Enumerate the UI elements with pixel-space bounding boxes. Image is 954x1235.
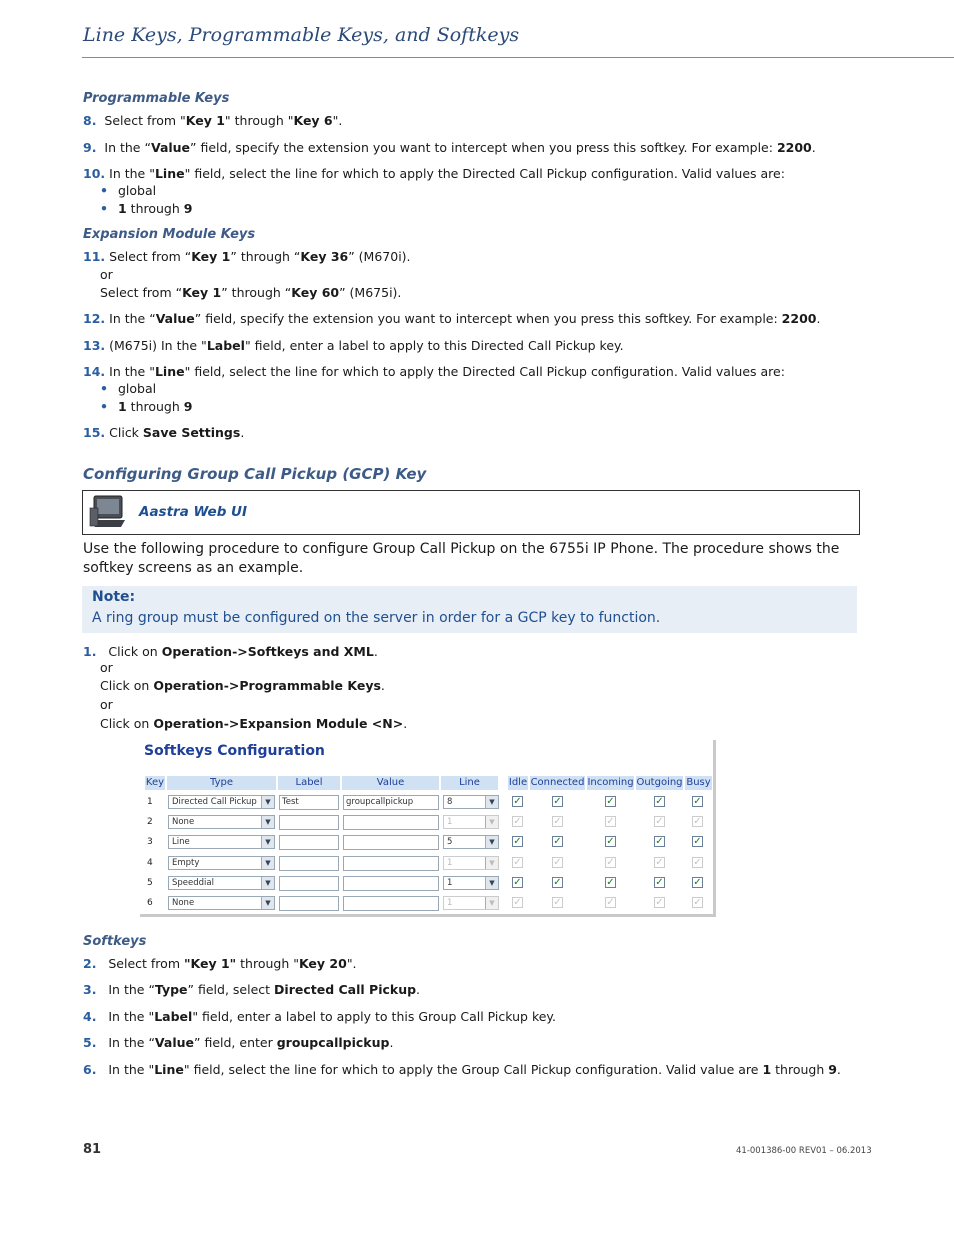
step-text: In the " <box>108 1009 155 1024</box>
step-text: ” field, specify the extension you want to intercept when you press this softkey. For example: <box>194 311 782 326</box>
line-select-value: 1 <box>447 857 453 868</box>
column-header-outgoing: Outgoing <box>636 777 683 788</box>
state-checkbox-outgoing[interactable]: ✓ <box>655 856 664 868</box>
chevron-down-icon: ▼ <box>485 796 498 808</box>
step-9 <box>83 139 816 156</box>
step-text: . <box>240 425 245 440</box>
step-text: In the " <box>109 364 155 379</box>
state-checkbox-outgoing[interactable]: ✓ <box>655 796 664 807</box>
bullet-dot: • <box>100 399 108 414</box>
state-checkbox-busy[interactable]: ✓ <box>693 856 702 868</box>
step-bold: Label <box>154 1009 193 1024</box>
bullet-text: through <box>126 201 184 216</box>
column-header-key: Key <box>145 777 165 788</box>
step-bold: Key 20 <box>298 956 347 971</box>
step-14 <box>83 363 785 380</box>
step-11 <box>83 248 411 265</box>
step-text: through <box>771 1062 829 1077</box>
state-checkbox-connected[interactable]: ✓ <box>553 876 562 888</box>
state-checkbox-incoming[interactable]: ✓ <box>606 836 615 848</box>
type-select[interactable] <box>168 876 275 890</box>
state-checkbox-busy[interactable]: ✓ <box>693 836 702 848</box>
step-bold: Line <box>154 1062 184 1077</box>
bullet-global <box>100 183 156 198</box>
state-checkbox-incoming[interactable]: ✓ <box>606 897 615 908</box>
bullet-dot: • <box>100 201 108 216</box>
type-select[interactable] <box>168 815 275 829</box>
label-input[interactable] <box>279 856 339 871</box>
step-text: . <box>373 644 378 659</box>
programmable-keys-heading: Programmable Keys <box>83 91 230 106</box>
row-key: 4 <box>147 857 153 868</box>
step-bold: Line <box>154 364 185 379</box>
state-checkbox-outgoing[interactable]: ✓ <box>655 876 664 888</box>
step-text: ". <box>332 113 343 128</box>
step-bold: groupcallpickup <box>276 1035 390 1050</box>
step-text: Select from “ <box>100 285 183 300</box>
state-checkbox-idle[interactable]: ✓ <box>513 816 522 828</box>
step-text: " field, select the line for which to apply the Directed Call Pickup configuration. Valid values are: <box>184 166 785 181</box>
state-checkbox-outgoing[interactable]: ✓ <box>655 897 664 908</box>
value-input[interactable] <box>343 896 439 911</box>
step-bold: Save Settings <box>142 425 241 440</box>
row-key: 2 <box>147 817 153 828</box>
step-text: Click on <box>100 716 154 731</box>
step-text: ” through “ <box>221 285 292 300</box>
chevron-down-icon: ▼ <box>485 816 498 828</box>
or-text: or <box>100 697 113 712</box>
bullet-bold: 9 <box>183 201 193 216</box>
step-bold: 1 <box>762 1062 772 1077</box>
chevron-down-icon: ▼ <box>261 796 274 808</box>
step-number: 3. <box>83 982 97 997</box>
step-bold: Line <box>154 166 185 181</box>
row-key: 6 <box>147 898 153 908</box>
line-select[interactable] <box>443 795 499 809</box>
or-text: or <box>100 660 113 675</box>
softkeys-config-title: Softkeys Configuration <box>144 743 325 759</box>
chevron-down-icon: ▼ <box>485 836 498 848</box>
step-text: ". <box>346 956 357 971</box>
line-select-value: 5 <box>447 837 453 848</box>
step-number: 10. <box>83 166 106 181</box>
step-text: ” field, specify the extension you want to intercept when you press this softkey. For example: <box>190 140 777 155</box>
step-text: " through " <box>224 113 294 128</box>
line-select-value: 1 <box>447 898 453 908</box>
state-checkbox-outgoing[interactable]: ✓ <box>655 836 664 848</box>
step-number: 9. <box>83 140 97 155</box>
expansion-module-keys-heading: Expansion Module Keys <box>83 227 256 242</box>
column-header-busy: Busy <box>686 777 711 788</box>
bullet-bold: 1 <box>118 201 127 216</box>
document-id: 41-001386-00 REV01 – 06.2013 <box>736 1146 872 1156</box>
step-text: ” (M670i). <box>348 249 411 264</box>
step-bold: Operation->Programmable Keys <box>153 678 381 693</box>
state-checkbox-idle[interactable]: ✓ <box>513 876 522 888</box>
type-select-value: Empty <box>172 857 200 868</box>
chevron-down-icon: ▼ <box>485 857 498 869</box>
state-checkbox-idle[interactable]: ✓ <box>513 796 522 807</box>
type-select[interactable] <box>168 835 275 849</box>
bullet-range <box>100 201 192 216</box>
step-13 <box>83 337 624 354</box>
step-text: ” field, enter <box>194 1035 277 1050</box>
step-text: ” (M675i). <box>339 285 402 300</box>
step-text: Select from “ <box>109 249 192 264</box>
step-3 <box>83 981 420 998</box>
state-checkbox-incoming[interactable]: ✓ <box>606 876 615 888</box>
state-checkbox-busy[interactable]: ✓ <box>693 897 702 908</box>
row-key: 3 <box>147 837 153 848</box>
step-text: (M675i) In the " <box>109 338 207 353</box>
state-checkbox-busy[interactable]: ✓ <box>693 796 702 807</box>
state-checkbox-idle[interactable]: ✓ <box>513 897 522 908</box>
step-bold: Key 36 <box>300 249 349 264</box>
step-bold: Key 1 <box>182 285 222 300</box>
step-1-alt-a <box>100 677 385 694</box>
step-number: 1. <box>83 644 97 659</box>
label-input[interactable]: Test <box>279 795 339 810</box>
step-number: 5. <box>83 1035 97 1050</box>
step-text: ” through “ <box>230 249 301 264</box>
step-bold: Value <box>155 311 195 326</box>
step-bold: Operation->Expansion Module <N> <box>153 716 404 731</box>
step-1-alt-b <box>100 715 407 732</box>
line-select[interactable] <box>443 835 499 849</box>
chevron-down-icon: ▼ <box>261 836 274 848</box>
value-input[interactable] <box>343 815 439 830</box>
step-text: In the " <box>108 1062 155 1077</box>
step-text: " field, select the line for which to apply the Directed Call Pickup configuration. Valid values are: <box>184 364 785 379</box>
column-header-line: Line <box>441 776 498 790</box>
state-checkbox-idle[interactable]: ✓ <box>513 856 522 868</box>
type-select-value: Speeddial <box>172 877 214 888</box>
column-header-idle: Idle <box>508 777 528 788</box>
value-input[interactable] <box>343 856 439 871</box>
type-select[interactable] <box>168 856 275 870</box>
or-text: or <box>100 267 113 282</box>
chevron-down-icon: ▼ <box>261 897 274 909</box>
step-2 <box>83 955 357 972</box>
step-bold: Key 60 <box>291 285 340 300</box>
step-10 <box>83 165 785 182</box>
bullet-text: through <box>126 399 184 414</box>
gcp-section-title: Configuring Group Call Pickup (GCP) Key <box>83 465 427 483</box>
state-checkbox-outgoing[interactable]: ✓ <box>655 816 664 828</box>
bullet-dot: • <box>100 183 108 198</box>
step-text: In the “ <box>108 982 155 997</box>
type-select-value: Line <box>172 837 190 848</box>
step-bold: Value <box>154 1035 195 1050</box>
chevron-down-icon: ▼ <box>261 877 274 889</box>
label-input[interactable] <box>279 896 339 911</box>
state-checkbox-incoming[interactable]: ✓ <box>606 856 615 868</box>
type-select[interactable] <box>168 896 275 910</box>
value-input[interactable] <box>343 835 439 850</box>
page-header-title: Line Keys, Programmable Keys, and Softkeys <box>83 24 520 46</box>
step-number: 13. <box>83 338 106 353</box>
step-text: " field, enter a label to apply to this Directed Call Pickup key. <box>244 338 624 353</box>
step-text: Select from <box>108 956 184 971</box>
state-checkbox-incoming[interactable]: ✓ <box>606 796 615 807</box>
line-select-value: 1 <box>447 877 453 888</box>
state-checkbox-connected[interactable]: ✓ <box>553 856 562 868</box>
type-select-value: None <box>172 817 195 828</box>
note-title: Note: <box>92 589 136 605</box>
step-text: " field, enter a label to apply to this Group Call Pickup key. <box>192 1009 557 1024</box>
step-bold: Value <box>150 140 191 155</box>
step-5 <box>83 1034 393 1051</box>
step-text: through " <box>236 956 299 971</box>
line-select-value: 8 <box>447 797 453 807</box>
step-text: . <box>811 140 816 155</box>
state-checkbox-busy[interactable]: ✓ <box>693 876 702 888</box>
label-input[interactable] <box>279 815 339 830</box>
bullet-text: global <box>118 381 157 396</box>
value-input[interactable] <box>343 876 439 891</box>
step-number: 8. <box>83 113 97 128</box>
step-6 <box>83 1061 841 1078</box>
bullet-range-2 <box>100 399 192 414</box>
label-input[interactable] <box>279 876 339 891</box>
step-text: . <box>816 311 821 326</box>
bullet-dot: • <box>100 381 108 396</box>
column-header-connected: Connected <box>530 777 585 788</box>
bullet-bold: 1 <box>118 399 127 414</box>
step-text: ” field, select <box>187 982 275 997</box>
step-bold: 2200 <box>776 140 812 155</box>
step-bold: Directed Call Pickup <box>274 982 417 997</box>
step-11-alt <box>100 284 401 301</box>
step-text: Click on <box>100 678 154 693</box>
type-select[interactable] <box>168 795 275 809</box>
column-header-type: Type <box>167 776 276 790</box>
state-checkbox-connected[interactable]: ✓ <box>553 836 562 848</box>
step-bold: Key 1 <box>191 249 231 264</box>
state-checkbox-connected[interactable]: ✓ <box>553 816 562 828</box>
chevron-down-icon: ▼ <box>485 877 498 889</box>
intro-paragraph: Use the following procedure to configure Group Call Pickup on the 6755i IP Phone. The procedure shows the softkey screens as an example. <box>83 541 840 576</box>
step-number: 12. <box>83 311 106 326</box>
step-bold: Operation->Softkeys and XML <box>161 644 374 659</box>
step-bold: Key 6 <box>293 113 333 128</box>
note-text: A ring group must be configured on the server in order for a GCP key to function. <box>92 610 661 626</box>
step-1 <box>83 643 378 660</box>
line-select[interactable] <box>443 876 499 890</box>
step-text: In the “ <box>108 1035 155 1050</box>
bullet-global-2 <box>100 381 156 396</box>
step-text: Select from " <box>104 113 186 128</box>
step-text: In the “ <box>104 140 151 155</box>
web-ui-label: Aastra Web UI <box>139 504 248 520</box>
step-8 <box>83 112 342 129</box>
column-header-incoming: Incoming <box>587 777 634 788</box>
line-select-value: 1 <box>447 817 453 828</box>
type-select-value: None <box>172 898 195 908</box>
step-number: 2. <box>83 956 97 971</box>
step-4 <box>83 1008 556 1025</box>
step-text: . <box>380 678 385 693</box>
row-key: 5 <box>147 877 153 888</box>
step-text: In the " <box>109 166 155 181</box>
column-header-value: Value <box>342 776 439 790</box>
chevron-down-icon: ▼ <box>261 816 274 828</box>
state-checkbox-connected[interactable]: ✓ <box>553 897 562 908</box>
line-select[interactable] <box>443 856 499 870</box>
bullet-bold: 9 <box>183 399 193 414</box>
step-15 <box>83 424 244 441</box>
column-header-label: Label <box>278 776 340 790</box>
value-input[interactable]: groupcallpickup <box>343 795 439 810</box>
label-input[interactable] <box>279 835 339 850</box>
step-text: . <box>403 716 408 731</box>
state-checkbox-incoming[interactable]: ✓ <box>606 816 615 828</box>
page-number: 81 <box>83 1142 102 1157</box>
step-text: Click <box>109 425 143 440</box>
step-bold: "Key 1" <box>183 956 237 971</box>
step-number: 4. <box>83 1009 97 1024</box>
state-checkbox-busy[interactable]: ✓ <box>693 816 702 828</box>
row-key: 1 <box>147 797 153 807</box>
state-checkbox-idle[interactable]: ✓ <box>513 836 522 848</box>
step-number: 14. <box>83 364 106 379</box>
computer-icon <box>88 494 128 534</box>
step-text: . <box>836 1062 841 1077</box>
chevron-down-icon: ▼ <box>261 857 274 869</box>
step-bold: Type <box>154 982 188 997</box>
step-number: 11. <box>83 249 106 264</box>
step-bold: 9 <box>828 1062 837 1077</box>
chevron-down-icon: ▼ <box>485 897 498 909</box>
type-select-value: Directed Call Pickup <box>172 797 257 807</box>
step-text: Click on <box>108 644 162 659</box>
step-bold: 2200 <box>781 311 817 326</box>
header-rule <box>82 57 954 58</box>
step-number: 6. <box>83 1062 97 1077</box>
step-bold: Key 1 <box>185 113 225 128</box>
step-text: . <box>416 982 421 997</box>
line-select[interactable] <box>443 896 499 910</box>
bullet-text: global <box>118 183 157 198</box>
step-text: . <box>389 1035 394 1050</box>
line-select[interactable] <box>443 815 499 829</box>
step-number: 15. <box>83 425 106 440</box>
softkeys-heading: Softkeys <box>83 934 147 949</box>
step-text: In the “ <box>109 311 156 326</box>
step-12 <box>83 310 820 327</box>
state-checkbox-connected[interactable]: ✓ <box>553 796 562 807</box>
step-bold: Label <box>206 338 245 353</box>
step-text: " field, select the line for which to apply the Group Call Pickup configuration. Valid value are <box>183 1062 763 1077</box>
